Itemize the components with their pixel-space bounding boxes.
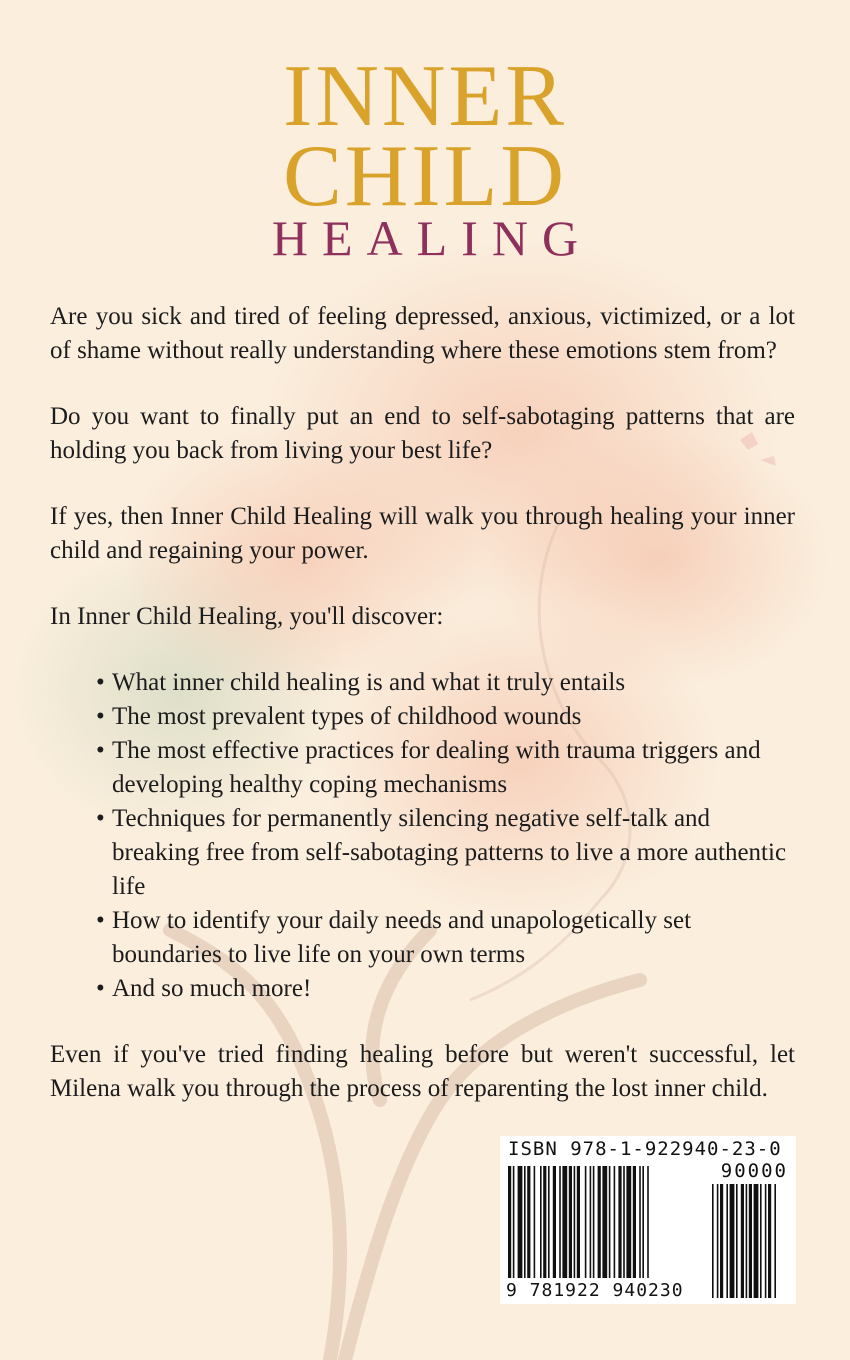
title-line-inner: INNER — [283, 48, 567, 145]
barcode-addon-bar — [736, 1184, 738, 1298]
barcode-bar — [602, 1166, 607, 1278]
barcode-addon-bar — [730, 1184, 735, 1298]
barcode-addon-bar — [774, 1184, 776, 1298]
list-item: • And so much more! — [96, 972, 795, 1006]
barcode-bar — [559, 1166, 561, 1278]
barcode-bar — [633, 1166, 636, 1278]
barcode-bar — [639, 1166, 641, 1278]
barcode-addon-bar — [712, 1184, 714, 1298]
barcode-bar — [527, 1166, 530, 1278]
barcode-bar — [590, 1166, 592, 1278]
barcode-bar — [593, 1166, 595, 1278]
barcode-bar — [569, 1166, 572, 1278]
barcode-bar — [642, 1166, 644, 1278]
barcode-addon-bar — [754, 1184, 759, 1298]
barcode-bar — [540, 1166, 542, 1278]
barcode-bar — [609, 1166, 611, 1278]
intro-paragraph-2: Do you want to finally put an end to self-sabotaging patterns that are holding you back from living your best life? — [50, 403, 795, 464]
list-item: • Techniques for permanently silencing negative self-talk and breaking free from self-sabotaging patterns to live a more authentic life — [96, 802, 795, 904]
title-line-child: CHILD — [283, 128, 567, 225]
barcode-bar — [518, 1166, 523, 1278]
price-code: 90000 — [720, 1160, 788, 1182]
barcode-bar — [513, 1166, 515, 1278]
closing-paragraph: Even if you've tried finding healing before but weren't successful, let Milena walk you through the process of reparenting the lost inner child. — [50, 1041, 795, 1102]
barcode-bar — [577, 1166, 580, 1278]
barcode-addon-bar — [720, 1184, 723, 1298]
list-item: • The most effective practices for dealing with trauma triggers and developing healthy coping mechanisms — [96, 734, 795, 802]
barcode-bar — [534, 1166, 536, 1278]
ean-number: 9 781922 940230 — [506, 1280, 684, 1301]
barcode-addon-bar — [765, 1184, 767, 1298]
barcode-addon-bar — [768, 1184, 771, 1298]
list-item: • How to identify your daily needs and unapologetically set boundaries to live life on your own terms — [96, 904, 795, 972]
back-cover-description — [50, 300, 795, 1138]
barcode-bar — [574, 1166, 576, 1278]
barcode-addon-bar — [717, 1184, 719, 1298]
isbn-barcode — [500, 1136, 796, 1304]
barcode-bar — [647, 1166, 649, 1278]
discover-heading: In Inner Child Healing, you'll discover: — [50, 603, 444, 630]
list-item: • The most prevalent types of childhood wounds — [96, 700, 795, 734]
barcode-bar — [543, 1166, 546, 1278]
barcode-bar — [524, 1166, 526, 1278]
barcode-bar — [598, 1166, 601, 1278]
barcode-addon-bar — [746, 1184, 748, 1298]
barcode-bar — [614, 1166, 616, 1278]
barcode-bar — [626, 1166, 631, 1278]
barcode-addon-bar — [749, 1184, 752, 1298]
barcode-addon-bar — [760, 1184, 762, 1298]
list-item: • What inner child healing is and what it truly entails — [96, 666, 795, 700]
barcode-bar — [623, 1166, 625, 1278]
barcode-bar — [562, 1166, 567, 1278]
barcode-bar — [548, 1166, 550, 1278]
barcode-bar — [508, 1166, 511, 1278]
discover-list — [50, 666, 795, 1006]
barcode-bar — [585, 1166, 587, 1278]
barcode-addon-bar — [726, 1184, 728, 1298]
isbn-number: ISBN 978-1-922940-23-0 — [508, 1138, 782, 1160]
barcode-bar — [553, 1166, 556, 1278]
intro-paragraph-3: If yes, then Inner Child Healing will walk you through healing your inner child and regaining your power. — [50, 503, 795, 564]
barcode-bars — [500, 1136, 796, 1304]
title-line-healing: HEALING — [271, 210, 593, 266]
intro-paragraph-1: Are you sick and tired of feeling depressed, anxious, victimized, or a lot of shame without really understanding where these emotions stem from? — [50, 303, 795, 364]
barcode-bar — [618, 1166, 621, 1278]
barcode-addon-bar — [741, 1184, 744, 1298]
